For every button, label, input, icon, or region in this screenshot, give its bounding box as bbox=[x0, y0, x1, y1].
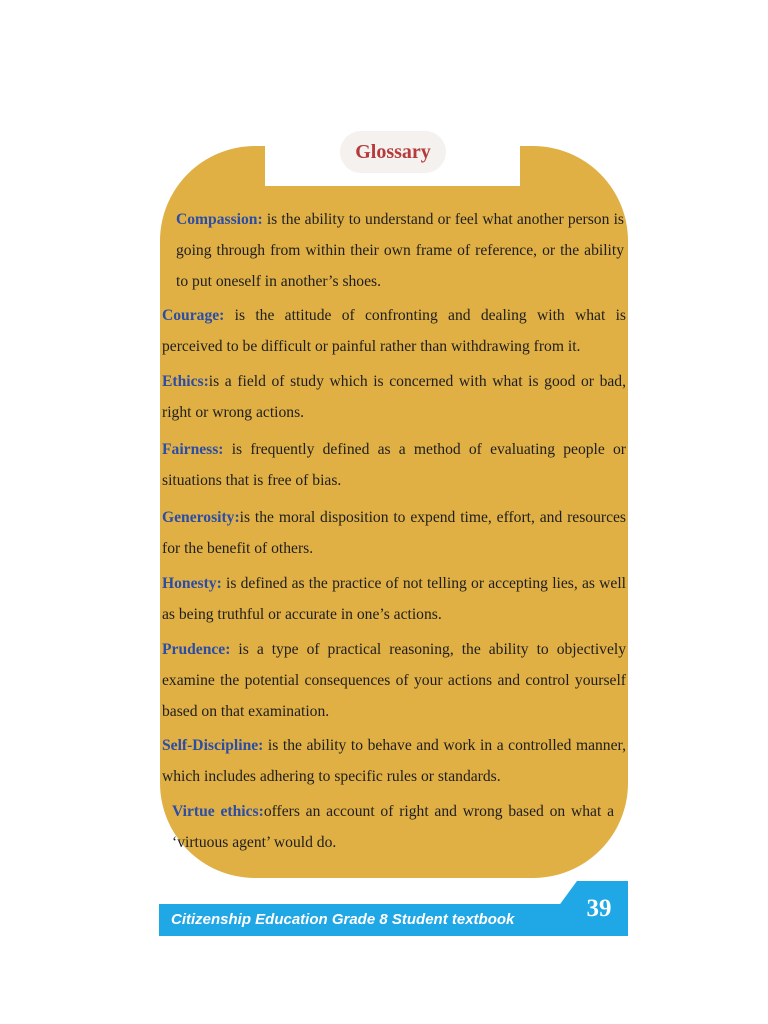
glossary-entry-generosity bbox=[162, 502, 626, 564]
entry-definition: is frequently defined as a method of evaluating people or situations that is free of bias. bbox=[162, 441, 626, 489]
glossary-entry-virtue-ethics bbox=[172, 796, 614, 858]
entry-definition: is the moral disposition to expend time, effort, and resources for the benefit of others. bbox=[162, 509, 626, 557]
entry-term: Virtue ethics: bbox=[172, 803, 264, 820]
entry-term: Ethics: bbox=[162, 373, 209, 390]
entry-definition: is the attitude of confronting and dealing with what is perceived to be difficult or painful rather than withdrawing from it. bbox=[162, 307, 626, 355]
entry-definition: is a type of practical reasoning, the ability to objectively examine the potential consequences of your actions and control yourself based on that examination. bbox=[162, 641, 626, 720]
entry-term: Fairness: bbox=[162, 441, 232, 458]
entry-term: Honesty: bbox=[162, 575, 226, 592]
entry-definition: is the ability to understand or feel what another person is going through from within their own frame of reference, or the ability to put oneself in another’s shoes. bbox=[176, 211, 624, 290]
glossary-entry-compassion bbox=[162, 204, 624, 297]
glossary-entry-courage bbox=[162, 300, 626, 362]
entry-term: Compassion: bbox=[176, 211, 267, 228]
entry-definition: is a field of study which is concerned with what is good or bad, right or wrong actions. bbox=[162, 373, 626, 421]
entry-term: Prudence: bbox=[162, 641, 239, 658]
entry-term: Generosity: bbox=[162, 509, 240, 526]
glossary-entry-honesty bbox=[162, 568, 626, 630]
page-number: 39 bbox=[586, 895, 612, 922]
glossary-entry-self-discipline bbox=[162, 730, 626, 792]
entry-term: Courage: bbox=[162, 307, 235, 324]
glossary-entry-fairness bbox=[162, 434, 626, 496]
page-title: Glossary bbox=[340, 131, 446, 173]
entry-term: Self-Discipline: bbox=[162, 737, 268, 754]
entry-definition: is defined as the practice of not telling or accepting lies, as well as being truthful or accurate in one’s actions. bbox=[162, 575, 627, 623]
glossary-entry-prudence bbox=[162, 634, 626, 727]
footer-book-title: Citizenship Education Grade 8 Student textbook bbox=[171, 911, 515, 928]
entry-definition: is the ability to behave and work in a controlled manner, which includes adhering to specific rules or standards. bbox=[162, 737, 626, 785]
entry-definition: offers an account of right and wrong based on what a ‘virtuous agent’ would do. bbox=[172, 803, 614, 851]
glossary-entry-ethics bbox=[162, 366, 626, 428]
